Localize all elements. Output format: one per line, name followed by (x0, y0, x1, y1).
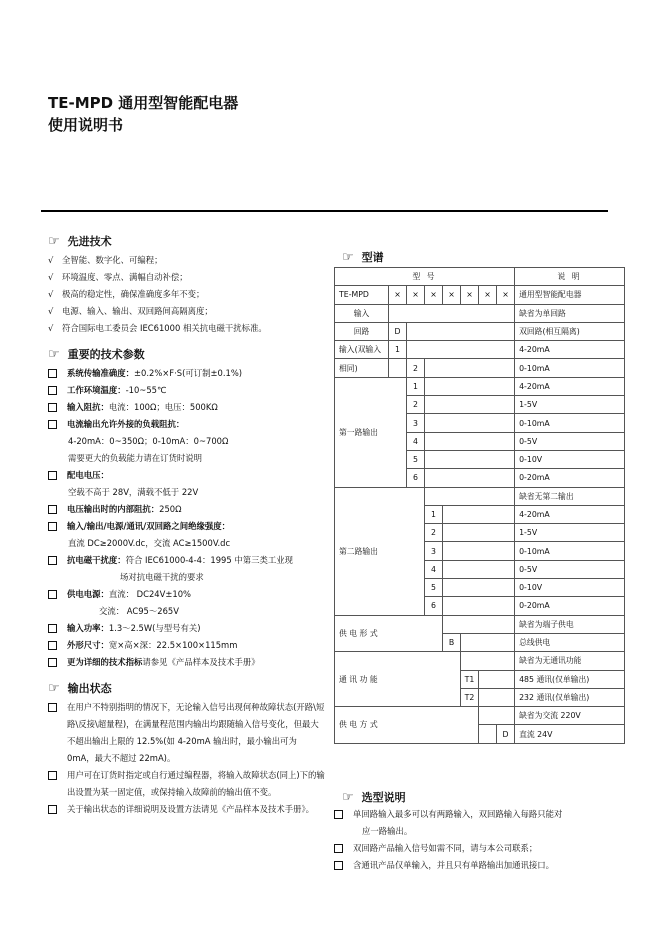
table-row: 供 电 形 式 缺省为端子供电 (335, 615, 625, 633)
title-line-1: TE-MPD 通用型智能配电器 (48, 94, 239, 112)
header-model: 型 号 (335, 268, 515, 286)
out2-label: 第二路输出 (335, 487, 425, 615)
table-row: 1 4-20mA (335, 505, 625, 523)
advanced-item: √ 全智能、数字化、可编程； (48, 252, 326, 269)
param-size: 外形尺寸：宽×高×深：22.5×100×115mm (48, 637, 326, 654)
section-output-heading: ☞ 输出状态 (48, 680, 112, 696)
param-emc-value-2: 场对抗电磁干扰的要求 (120, 572, 204, 582)
section-advanced-heading: ☞ 先进技术 (48, 233, 112, 249)
checkbox-icon (48, 556, 57, 565)
pointing-hand-icon: ☞ (48, 233, 60, 249)
header-description: 说 明 (515, 268, 625, 286)
check-mark-icon: √ (48, 255, 54, 265)
checkbox-icon (48, 658, 57, 667)
param-resistance: 电压输出时的内部阻抗：250Ω (48, 501, 326, 518)
table-row: 第一路输出 1 4-20mA (335, 377, 625, 395)
selection-note-1-cont: 应一路输出。 (362, 826, 413, 836)
table-row: T2 232 通讯(仅单输出) (335, 688, 625, 706)
model-code: TE-MPD (335, 286, 389, 304)
checkbox-icon (48, 403, 57, 412)
table-row: 4 0-5V (335, 432, 625, 450)
table-row: 第二路输出 缺省无第二输出 (335, 487, 625, 505)
param-load: 电流输出允许外接的负载阻抗： (48, 416, 326, 433)
table-row: 5 0-10V (335, 579, 625, 597)
table-row: 相同) 2 0-10mA (335, 359, 625, 377)
checkbox-icon (48, 590, 57, 599)
pointing-hand-icon: ☞ (48, 680, 60, 696)
checkbox-icon (48, 420, 57, 429)
table-row: 6 0-20mA (335, 469, 625, 487)
checkbox-icon (334, 810, 343, 819)
model-spec-table (334, 267, 625, 744)
checkbox-icon (334, 861, 343, 870)
checkbox-icon (334, 844, 343, 853)
checkbox-icon (48, 805, 57, 814)
selection-note-1: 单回路输入最多可以有两路输入，双回路输入每路只能对 (334, 806, 624, 823)
left-column (48, 230, 326, 818)
checkbox-icon (48, 369, 57, 378)
checkbox-icon (48, 771, 57, 780)
table-row: 输入 缺省为单回路 (335, 304, 625, 322)
table-row: 4 0-5V (335, 560, 625, 578)
table-row: 2 1-5V (335, 524, 625, 542)
param-impedance: 输入阻抗：电流：100Ω；电压：500KΩ (48, 399, 326, 416)
param-power: 供电电源：直流： DC24V±10% (48, 586, 326, 603)
selection-note-3: 含通讯产品仅单输入，并且只有单路输出加通讯接口。 (334, 857, 624, 874)
pointing-hand-icon: ☞ (342, 249, 354, 265)
pointing-hand-icon: ☞ (48, 346, 60, 362)
supply-form-label: 供 电 形 式 (335, 615, 443, 652)
checkbox-icon (48, 624, 57, 633)
param-power-value-2: 交流： AC95～265V (99, 606, 179, 616)
table-row: 输入(双输入 1 4-20mA (335, 341, 625, 359)
table-row: 供 电 方 式 缺省为交流 220V (335, 707, 625, 725)
section-selection-heading: ☞ 选型说明 (342, 789, 406, 805)
table-row: 通 讯 功 能 缺省为无通讯功能 (335, 652, 625, 670)
table-row: T1 485 通讯(仅单输出) (335, 670, 625, 688)
advanced-item: √ 环境温度、零点、满幅自动补偿； (48, 269, 326, 286)
param-load-value: 4-20mA：0~350Ω；0-10mA：0~700Ω (68, 436, 229, 446)
output-paragraph-1: 在用户不特别指明的情况下，无论输入信号出现何种故障状态(开路\短路\反接\超量程)，在满量程范围内输出均跟随输入信号变化，但最大不超出输出上限的 12.5%(如 4-20mA 输出时，最小输出可为 0mA，最大不超过 22mA)。 (48, 699, 326, 767)
param-supply: 配电电压： (48, 467, 326, 484)
document-title (48, 92, 238, 136)
checkbox-icon (48, 471, 57, 480)
param-isolation: 输入/输出/电源/通讯/双回路之间绝缘强度： (48, 518, 326, 535)
check-mark-icon: √ (48, 289, 54, 299)
section-params-heading: ☞ 重要的技术参数 (48, 346, 145, 362)
param-isolation-value: 直流 DC≥2000V.dc，交流 AC≥1500V.dc (68, 538, 231, 548)
table-row: 3 0-10mA (335, 414, 625, 432)
title-line-2: 使用说明书 (48, 116, 124, 134)
output-paragraph-3: 关于输出状态的详细说明及设置方法请见《产品样本及技术手册》。 (48, 801, 326, 818)
param-emc: 抗电磁干扰度：符合 IEC61000-4-4：1995 中第三类工业现 (48, 552, 326, 569)
output-paragraph-2: 用户可在订货时指定或自行通过编程器，将输入故障状态(同上)下的输出设置为某一固定值，或保持输入故障前的输出值不变。 (48, 767, 326, 801)
selection-notes (334, 788, 624, 874)
table-row: 3 0-10mA (335, 542, 625, 560)
horizontal-rule (41, 210, 608, 212)
param-supply-value: 空载不高于 28V，满载不低于 22V (68, 487, 199, 497)
table-row: B 总线供电 (335, 633, 625, 651)
checkbox-icon (48, 522, 57, 531)
table-row: 6 0-20mA (335, 597, 625, 615)
table-row: 2 1-5V (335, 396, 625, 414)
check-mark-icon: √ (48, 306, 54, 316)
pointing-hand-icon: ☞ (342, 789, 354, 805)
table-row: D 直流 24V (335, 725, 625, 743)
power-label: 供 电 方 式 (335, 707, 479, 744)
param-more: 更为详细的技术指标请参见《产品样本及技术手册》 (48, 654, 326, 671)
table-row: TE-MPD × × × × × × × 通用型智能配电器 (335, 286, 625, 304)
param-accuracy: 系统传输准确度：±0.2%×F·S(可订制±0.1%) (48, 365, 326, 382)
table-row: 5 0-10V (335, 450, 625, 468)
checkbox-icon (48, 703, 57, 712)
table-header-row (335, 268, 625, 286)
selection-note-2: 双回路产品输入信号如需不同，请与本公司联系； (334, 840, 624, 857)
check-mark-icon: √ (48, 323, 54, 333)
checkbox-icon (48, 641, 57, 650)
comm-label: 通 讯 功 能 (335, 652, 461, 707)
right-column (334, 248, 624, 744)
checkbox-icon (48, 505, 57, 514)
check-mark-icon: √ (48, 272, 54, 282)
advanced-item: √ 符合国际电工委员会 IEC61000 相关抗电磁干扰标准。 (48, 320, 326, 337)
param-load-note: 需要更大的负载能力请在订货时说明 (68, 453, 202, 463)
out1-label: 第一路输出 (335, 377, 407, 487)
section-spec-heading: ☞ 型谱 (342, 249, 384, 265)
checkbox-icon (48, 386, 57, 395)
advanced-item: √ 极高的稳定性，确保准确度多年不变； (48, 286, 326, 303)
param-consumption: 输入功率：1.3～2.5W(与型号有关) (48, 620, 326, 637)
advanced-item: √ 电源、输入、输出、双回路间高隔离度； (48, 303, 326, 320)
param-temperature: 工作环境温度：-10~55℃ (48, 382, 326, 399)
table-row: 回路 D 双回路(相互隔离) (335, 322, 625, 340)
